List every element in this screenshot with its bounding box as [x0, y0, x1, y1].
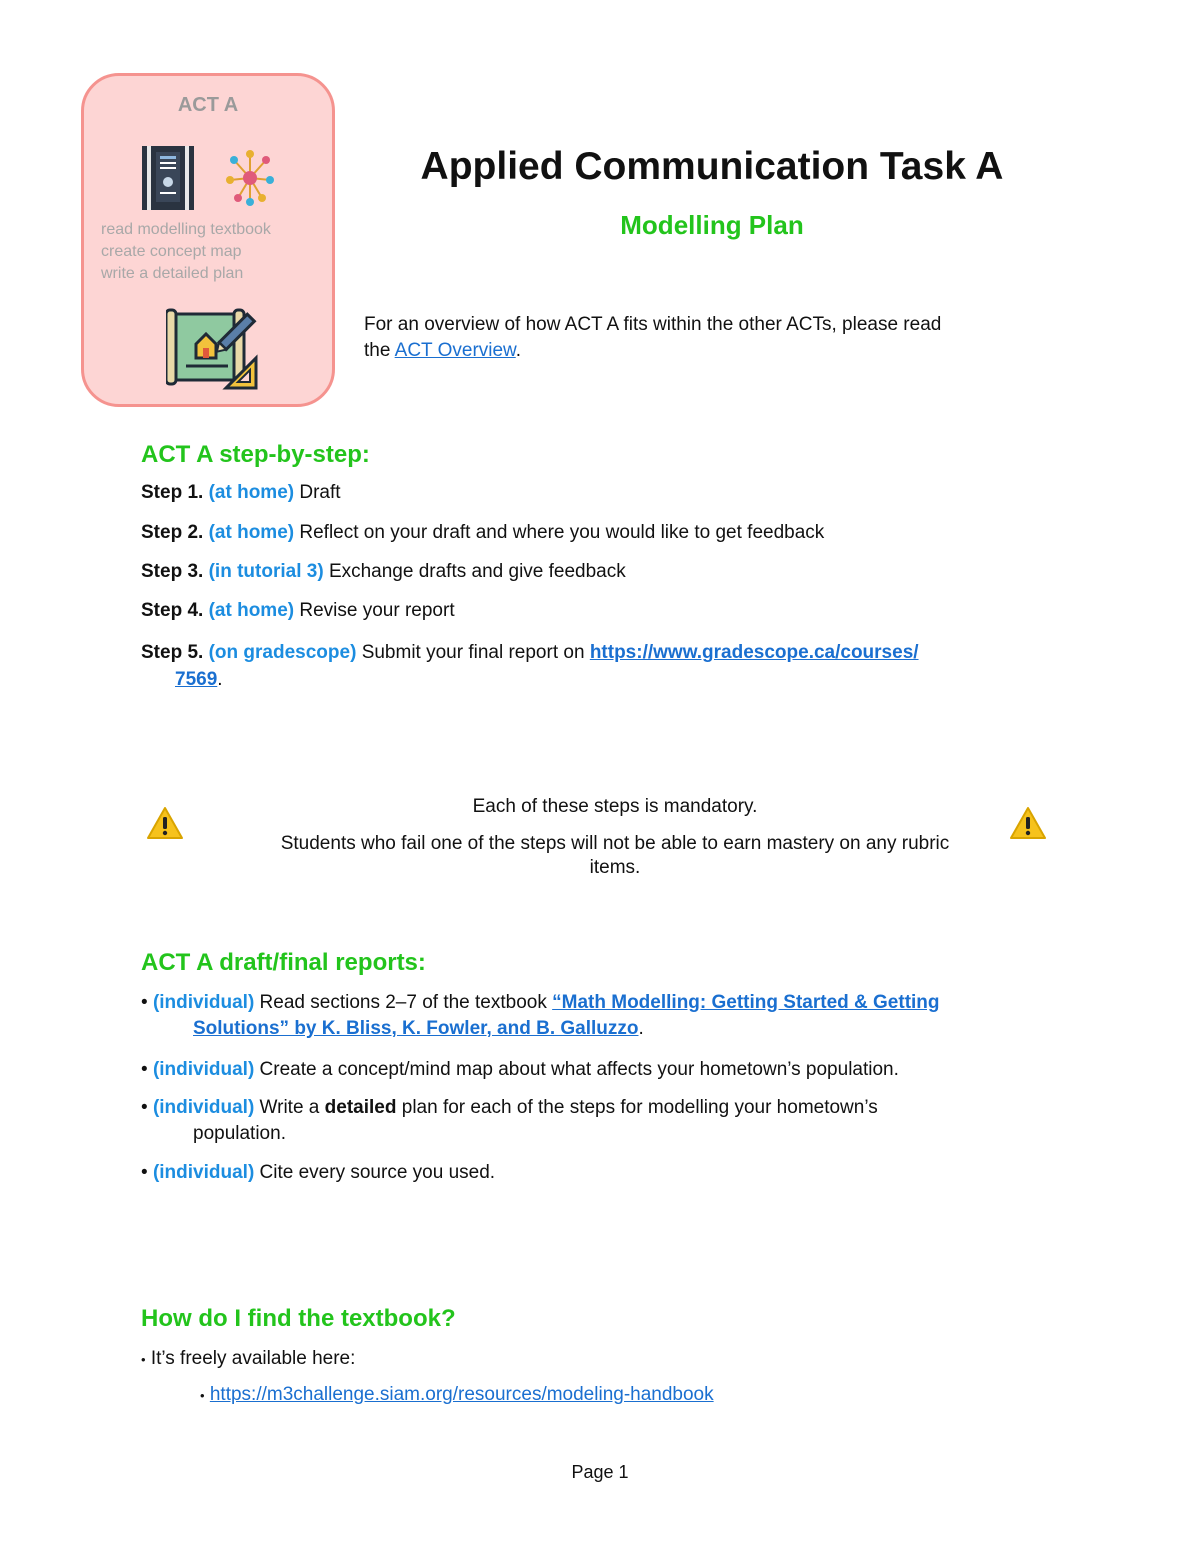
step-row — [141, 522, 824, 544]
step-row — [141, 561, 626, 583]
step-label: Step 3. — [141, 561, 204, 582]
step-period: . — [217, 669, 223, 690]
bullet-tag: (individual) — [152, 1162, 255, 1183]
bullet-text: population. — [193, 1123, 286, 1144]
act-card — [81, 73, 335, 407]
warning-line: Each of these steps is mandatory. — [472, 796, 758, 817]
bullet-mark: • — [141, 1059, 148, 1080]
step-label: Step 2. — [141, 522, 204, 543]
card-task-list — [101, 219, 271, 285]
card-item: create concept map — [101, 243, 242, 260]
warning-line: items. — [589, 857, 641, 878]
overview-text: For an overview of how ACT A fits within the other ACTs, please read — [364, 314, 942, 335]
bullet-period: . — [638, 1018, 644, 1039]
report-bullet — [141, 1057, 899, 1083]
textbook-title-link-continued[interactable]: Solutions” by K. Bliss, K. Fowler, and B. Galluzzo — [193, 1018, 639, 1039]
step-row — [141, 639, 919, 693]
overview-paragraph — [364, 312, 1054, 364]
bullet-mark: • — [200, 1388, 205, 1403]
step-text: Revise your report — [299, 600, 455, 621]
bullet-text: plan for each of the steps for modelling your hometown’s — [396, 1097, 878, 1118]
gradescope-link-continued[interactable]: 7569 — [175, 669, 218, 690]
modeling-handbook-link[interactable]: https://m3challenge.siam.org/resources/modeling-handbook — [209, 1384, 714, 1405]
step-tag: (on gradescope) — [208, 642, 357, 663]
step-text: Exchange drafts and give feedback — [328, 561, 626, 582]
textbook-title-link[interactable]: “Math Modelling: Getting Started & Getting — [552, 992, 940, 1013]
step-tag: (at home) — [208, 522, 295, 543]
bullet-mark: • — [141, 992, 148, 1013]
step-label: Step 1. — [141, 482, 204, 503]
step-tag: (at home) — [208, 600, 295, 621]
step-label: Step 4. — [141, 600, 204, 621]
step-row — [141, 482, 341, 504]
gradescope-link[interactable]: https://www.gradescope.ca/courses/ — [589, 642, 919, 663]
card-item: read modelling textbook — [101, 221, 271, 238]
textbook-heading: How do I find the textbook? — [141, 1305, 456, 1332]
reports-heading: ACT A draft/final reports: — [141, 949, 426, 976]
textbook-link-item — [200, 1382, 714, 1409]
step-text: Reflect on your draft and where you would like to get feedback — [299, 522, 825, 543]
overview-period: . — [515, 340, 522, 361]
page-number: Page 1 — [571, 1462, 629, 1482]
report-bullet — [141, 990, 940, 1042]
step-tag: (in tutorial 3) — [208, 561, 324, 582]
textbook-icon — [142, 146, 194, 210]
bullet-bold-text: detailed — [324, 1097, 397, 1118]
page-title: Applied Communication Task A — [420, 145, 1004, 188]
bullet-text: Cite every source you used. — [259, 1162, 496, 1183]
step-tag: (at home) — [208, 482, 295, 503]
step-text: Draft — [299, 482, 341, 503]
blueprint-plan-icon — [166, 304, 258, 392]
step-row — [141, 600, 455, 622]
steps-heading: ACT A step-by-step: — [141, 441, 370, 468]
bullet-tag: (individual) — [152, 1059, 255, 1080]
warning-line: Students who fail one of the steps will not be able to earn mastery on any rubric — [280, 833, 950, 854]
concept-map-icon — [224, 148, 276, 208]
bullet-mark: • — [141, 1097, 148, 1118]
act-overview-link[interactable]: ACT Overview — [394, 340, 516, 361]
bullet-text: Read sections 2–7 of the textbook — [259, 992, 553, 1013]
report-bullet — [141, 1095, 878, 1147]
bullet-text: Create a concept/mind map about what affects your hometown’s population. — [259, 1059, 899, 1080]
card-item: write a detailed plan — [101, 265, 244, 282]
page-subtitle: Modelling Plan — [620, 210, 804, 240]
bullet-text: Write a — [259, 1097, 325, 1118]
report-bullet — [141, 1160, 495, 1186]
textbook-item — [141, 1346, 355, 1373]
textbook-item-text: It’s freely available here: — [150, 1348, 356, 1369]
bullet-mark: • — [141, 1162, 148, 1183]
step-text: Submit your final report on — [361, 642, 590, 663]
overview-text: the — [364, 340, 395, 361]
bullet-tag: (individual) — [152, 1097, 255, 1118]
bullet-tag: (individual) — [152, 992, 255, 1013]
card-title: ACT A — [177, 94, 239, 116]
bullet-mark: • — [141, 1352, 146, 1367]
step-label: Step 5. — [141, 642, 204, 663]
warning-icon — [146, 806, 184, 840]
